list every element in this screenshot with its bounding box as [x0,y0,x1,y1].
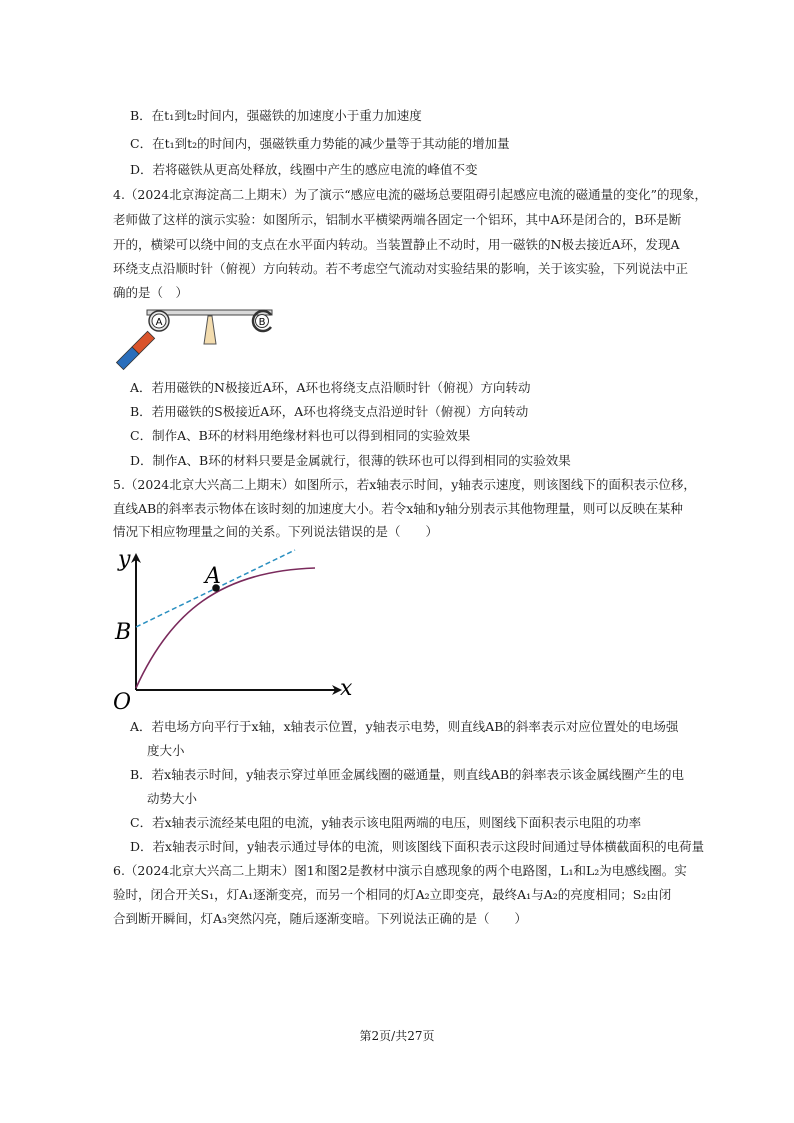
q6-stem-line-1: 6.（2024北京大兴高二上期末）图1和图2是教材中演示自感现象的两个电路图，L₁和L₂为电感线圈。实 [113,863,687,878]
q4-option-d: D．制作A、B环的材料只要是金属就行，很薄的铁环也可以得到相同的实验效果 [130,453,571,468]
q5-stem-line-1: 5.（2024北京大兴高二上期末）如图所示，若x轴表示时间，y轴表示速度，则该图线下的面积表示位移， [113,477,696,492]
q4-stem-line-3: 开的，横梁可以绕中间的支点在水平面内转动。当装置静止不动时，用一磁铁的N极去接近A环，发现A [113,237,680,252]
q6-stem-line-3: 合到断开瞬间，灯A₃突然闪亮，随后逐渐变暗。下列说法正确的是（ ） [113,911,528,926]
q5-option-b: B．若x轴表示时间，y轴表示穿过单匝金属线圈的磁通量，则直线AB的斜率表示该金属线圈产生的电 [130,767,685,782]
q4-stem-line-4: 环绕支点沿顺时针（俯视）方向转动。若不考虑空气流动对实验结果的影响，关于该实验，下列说法中正 [113,261,689,276]
label-b: B [115,620,132,645]
q4-stem-line-2: 老师做了这样的演示实验：如图所示，铝制水平横梁两端各固定一个铝环，其中A环是闭合的，B环是断 [113,212,682,227]
ring-a-label: A [155,317,163,328]
q4-option-a: A．若用磁铁的N极接近A环，A环也将绕支点沿顺时针（俯视）方向转动 [130,380,531,395]
label-x: x [340,676,353,701]
q3-option-b: B．在t₁到t₂时间内，强磁铁的加速度小于重力加速度 [130,108,422,123]
label-a: A [205,564,221,589]
q4-stem-line-5: 确的是（ ） [113,285,189,300]
q5-option-a: A．若电场方向平行于x轴，x轴表示位置，y轴表示电势，则直线AB的斜率表示对应位置处的电场强 [130,719,679,734]
q5-stem-line-2: 直线AB的斜率表示物体在该时刻的加速度大小。若令x轴和y轴分别表示其他物理量，则可以反映在某种 [113,501,683,516]
q5-option-a-cont: 度大小 [147,743,185,758]
curve [136,568,315,688]
q5-option-c: C．若x轴表示流经某电阻的电流，y轴表示该电阻两端的电压，则图线下面积表示电阻的功率 [130,815,642,830]
label-y: y [118,547,131,572]
q6-stem-line-2: 验时，闭合开关S₁，灯A₁逐渐变亮，而另一个相同的灯A₂立即变亮，最终A₁与A₂的亮度相同；S₂由闭 [113,887,672,902]
label-o: O [113,690,132,713]
ring-b-label: B [258,317,266,328]
q3-option-c: C．在t₁到t₂的时间内，强磁铁重力势能的减少量等于其动能的增加量 [130,136,510,151]
q4-beam-ring-figure [112,302,282,374]
q3-option-d: D．若将磁铁从更高处释放，线圈中产生的感应电流的峰值不变 [130,162,478,177]
q4-option-b: B．若用磁铁的S极接近A环，A环也将绕支点沿逆时针（俯视）方向转动 [130,404,529,419]
q4-option-c: C．制作A、B环的材料用绝缘材料也可以得到相同的实验效果 [130,428,471,443]
q5-option-d: D．若x轴表示时间，y轴表示通过导体的电流，则该图线下面积表示这段时间通过导体横截面积的电荷量 [130,839,705,854]
pivot-support [204,316,216,344]
q5-option-b-cont: 动势大小 [147,791,198,806]
q5-graph [110,543,365,713]
q4-stem-line-1: 4.（2024北京海淀高二上期末）为了演示“感应电流的磁场总要阻碍引起感应电流的磁通量的变化”的现象， [113,187,708,202]
bar-magnet [116,331,154,369]
q5-stem-line-3: 情况下相应物理量之间的关系。下列说法错误的是（ ） [113,524,439,539]
page-footer: 第2页/共27页 [359,1029,435,1043]
